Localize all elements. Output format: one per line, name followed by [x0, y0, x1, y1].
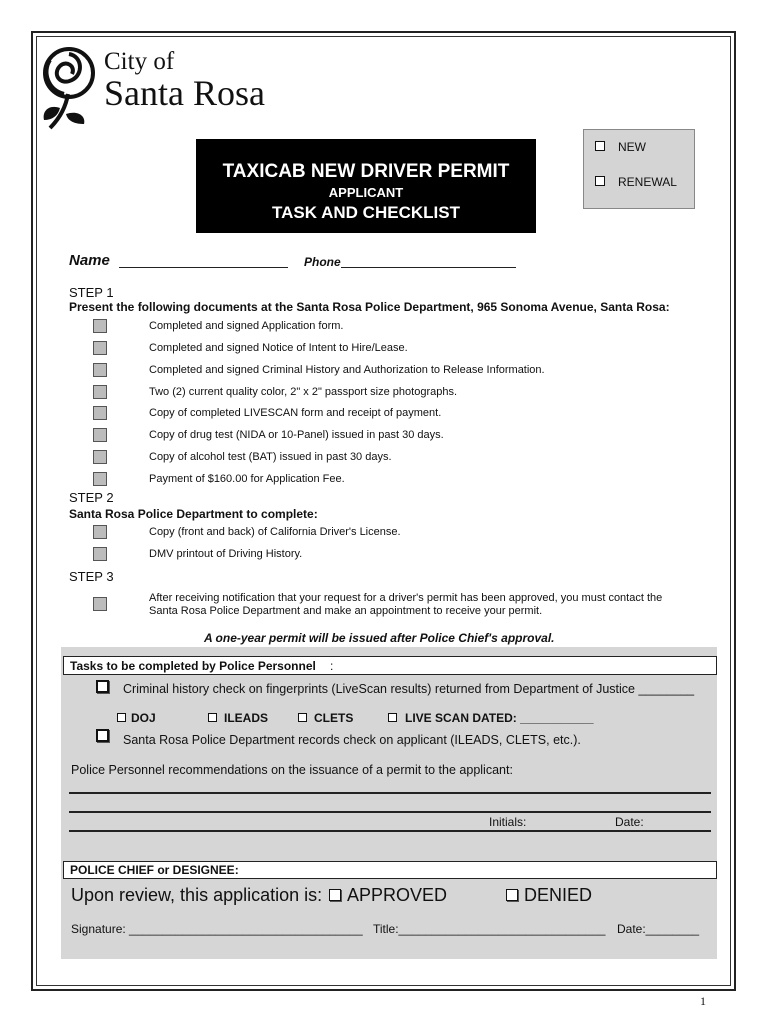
new-label: NEW: [618, 140, 646, 154]
checkbox-appointment[interactable]: [93, 597, 107, 611]
police-tasks-title: Tasks to be completed by Police Personnel: [70, 659, 316, 673]
initials-date-line[interactable]: [69, 830, 711, 832]
approved-checkbox[interactable]: [329, 889, 341, 901]
step1-item: Two (2) current quality color, 2" x 2" passport size photographs.: [149, 386, 458, 398]
step1-item: Payment of $160.00 for Application Fee.: [149, 473, 345, 485]
checkbox-drug-test[interactable]: [93, 428, 107, 442]
police-tasks-header: [63, 656, 717, 675]
step1-item: Completed and signed Notice of Intent to Hire/Lease.: [149, 342, 408, 354]
dept-justice-checkbox[interactable]: [96, 680, 109, 693]
title-field[interactable]: Title:_______________________________: [373, 922, 606, 936]
doj-label: DOJ: [131, 711, 156, 725]
checkbox-notice-intent[interactable]: [93, 341, 107, 355]
checkbox-livescan[interactable]: [93, 406, 107, 420]
name-label: Name: [69, 252, 110, 269]
permit-type-box: [583, 129, 695, 209]
dept-justice-text: Criminal history check on fingerprints (LiveScan results) returned from Department of Justice ________: [123, 682, 695, 696]
renewal-label: RENEWAL: [618, 175, 677, 189]
step1-item: Copy of drug test (NIDA or 10-Panel) issued in past 30 days.: [149, 429, 444, 441]
clets-checkbox[interactable]: [298, 713, 307, 722]
records-check-text: Santa Rosa Police Department records check on applicant (ILEADS, CLETS, etc.).: [123, 733, 581, 747]
checkbox-drivers-license[interactable]: [93, 525, 107, 539]
clets-label: CLETS: [314, 711, 354, 725]
renewal-checkbox[interactable]: [595, 176, 605, 186]
step1-label: STEP 1: [69, 285, 114, 300]
checkbox-photographs[interactable]: [93, 385, 107, 399]
logo-city-text: City of: [104, 48, 175, 75]
new-checkbox[interactable]: [595, 141, 605, 151]
ileads-label: ILEADS: [224, 711, 269, 725]
review-label: Upon review, this application is:: [71, 885, 323, 905]
form-title: TAXICAB NEW DRIVER PERMIT: [222, 161, 510, 182]
records-check-checkbox[interactable]: [96, 729, 109, 742]
step3-text-line1: After receiving notification that your request for a driver's permit has been approved, you must contact the: [149, 592, 663, 604]
recommendation-line-1[interactable]: [69, 792, 711, 794]
step1-item: Completed and signed Criminal History and Authorization to Release Information.: [149, 364, 545, 376]
step1-item: Completed and signed Application form.: [149, 320, 344, 332]
step2-label: STEP 2: [69, 490, 114, 505]
denied-label: DENIED: [524, 885, 593, 905]
livescan-label: LIVE SCAN DATED: ___________: [405, 711, 594, 725]
doj-checkbox[interactable]: [117, 713, 126, 722]
permit-note: A one-year permit will be issued after Police Chief's approval.: [204, 631, 555, 645]
police-chief-title: POLICE CHIEF or DESIGNEE:: [70, 863, 239, 877]
checkbox-payment[interactable]: [93, 472, 107, 486]
page-number: 1: [700, 994, 706, 1008]
form-subtitle-2: TASK AND CHECKLIST: [272, 203, 460, 222]
initials-label: Initials:: [489, 815, 527, 829]
chief-date-field[interactable]: Date:________: [617, 922, 700, 936]
step1-instruction: Present the following documents at the Santa Rosa Police Department, 965 Sonoma Avenue, Santa Rosa:: [69, 300, 670, 314]
step2-instruction: Santa Rosa Police Department to complete:: [69, 507, 318, 521]
denied-checkbox[interactable]: [506, 889, 518, 901]
name-field[interactable]: [119, 267, 288, 268]
step2-item: DMV printout of Driving History.: [149, 548, 303, 560]
police-chief-header: [63, 861, 717, 879]
logo-name-text: Santa Rosa: [104, 73, 265, 113]
step1-item: Copy of alcohol test (BAT) issued in past 30 days.: [149, 451, 392, 463]
signature-field[interactable]: Signature: ___________________________________: [71, 922, 363, 936]
form-subtitle: APPLICANT: [328, 185, 404, 200]
phone-label: Phone: [304, 255, 341, 269]
checkbox-alcohol-test[interactable]: [93, 450, 107, 464]
checkbox-criminal-history[interactable]: [93, 363, 107, 377]
recommendation-line-2[interactable]: [69, 811, 711, 813]
livescan-checkbox[interactable]: [388, 713, 397, 722]
checkbox-application[interactable]: [93, 319, 107, 333]
police-tasks-colon: :: [330, 659, 334, 673]
date-label: Date:: [615, 815, 644, 829]
ileads-checkbox[interactable]: [208, 713, 217, 722]
step1-item: Copy of completed LIVESCAN form and receipt of payment.: [149, 407, 442, 419]
form-title-box: [196, 139, 536, 233]
approved-label: APPROVED: [347, 885, 448, 905]
rose-icon: [38, 46, 100, 134]
recommendation-label: Police Personnel recommendations on the issuance of a permit to the applicant:: [71, 763, 513, 777]
phone-field[interactable]: [341, 267, 516, 268]
step3-text-line2: Santa Rosa Police Department and make an appointment to receive your permit.: [149, 605, 543, 617]
step2-item: Copy (front and back) of California Driver's License.: [149, 526, 401, 538]
step3-label: STEP 3: [69, 569, 114, 584]
checkbox-dmv-printout[interactable]: [93, 547, 107, 561]
